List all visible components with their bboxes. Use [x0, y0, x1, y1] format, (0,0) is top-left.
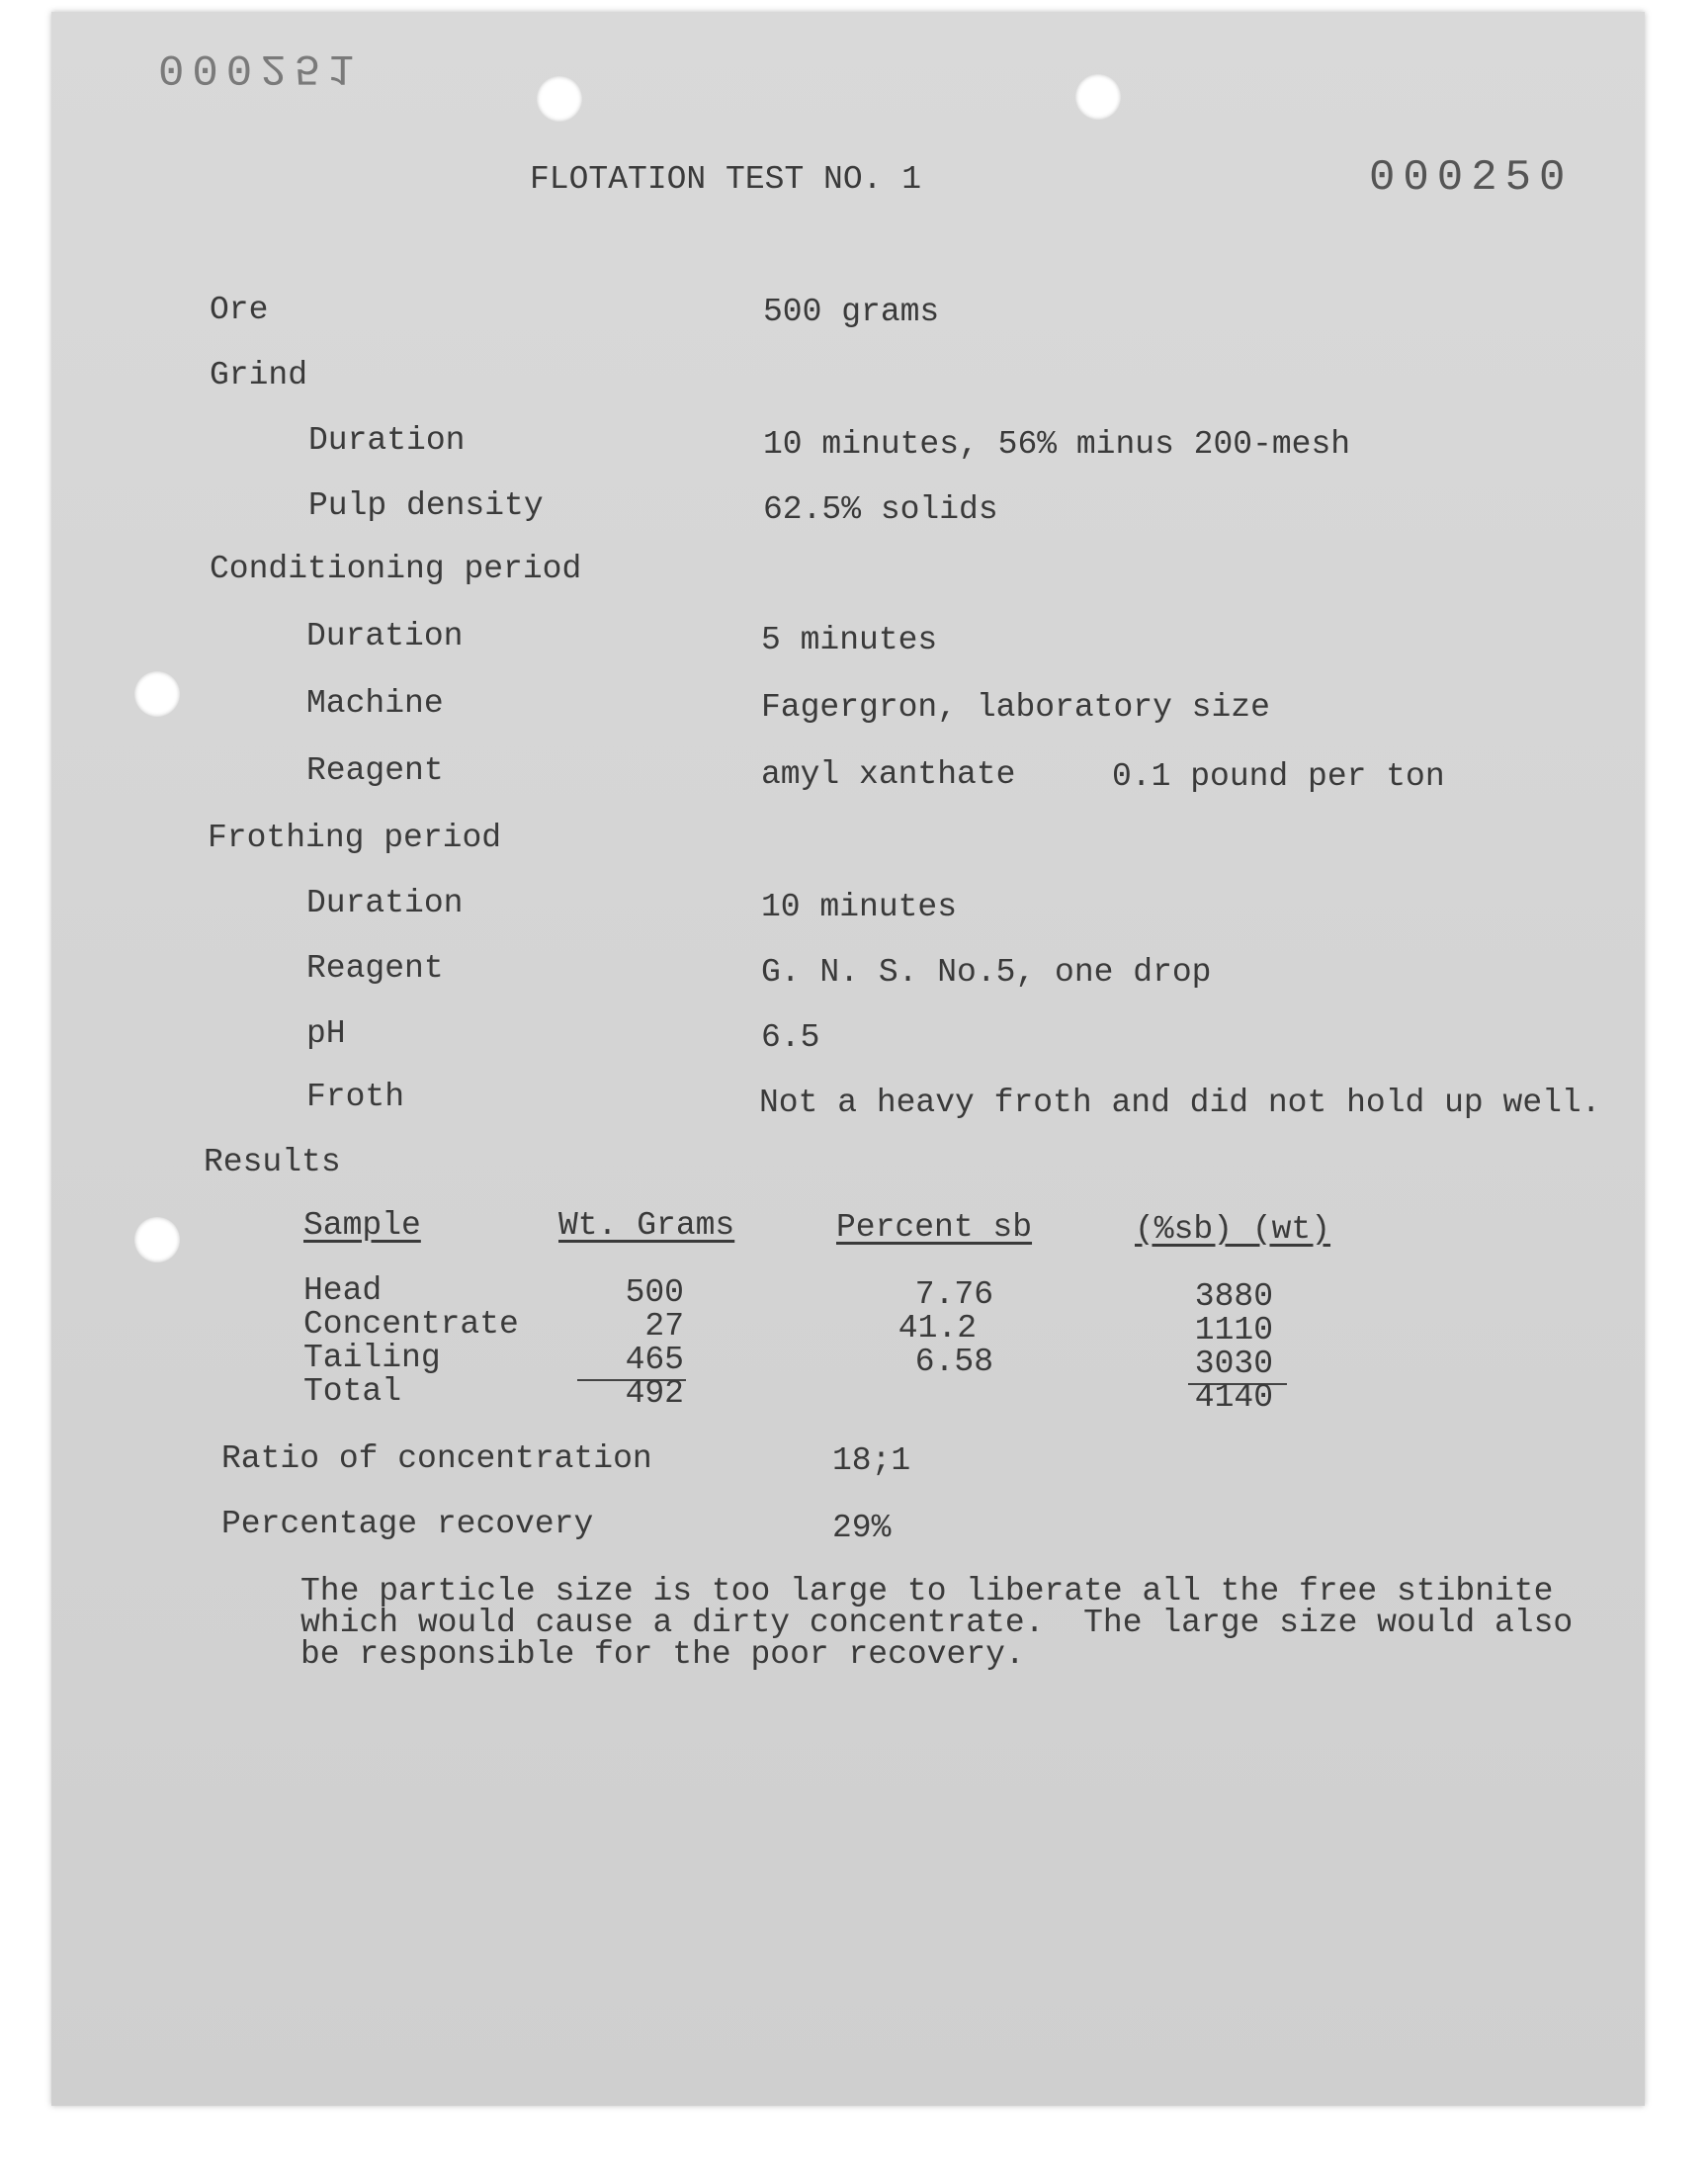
frothing-reagent-value: G. N. S. No.5, one drop: [761, 954, 1212, 991]
row-head-prod: 3880: [1194, 1278, 1273, 1315]
note-line-2: which would cause a dirty concentrate. The large size would also: [300, 1605, 1574, 1641]
row-concentrate-pct: 41.2: [897, 1310, 977, 1347]
recovery-label: Percentage recovery: [221, 1506, 594, 1542]
grind-label: Grind: [210, 357, 308, 393]
row-concentrate-prod: 1110: [1194, 1312, 1273, 1348]
grind-duration-value: 10 minutes, 56% minus 200-mesh: [763, 426, 1351, 463]
header-product: (%sb) (wt): [1135, 1211, 1331, 1248]
row-total-wt: 492: [625, 1375, 684, 1412]
document-page: [51, 12, 1645, 2106]
row-total-prod: 4140: [1194, 1379, 1273, 1416]
row-concentrate-wt: 27: [644, 1308, 684, 1345]
frothing-reagent-label: Reagent: [306, 950, 444, 987]
pulp-density-label: Pulp density: [308, 487, 544, 524]
stamp-number-mirrored: 000251: [158, 43, 363, 92]
conditioning-duration-label: Duration: [306, 618, 464, 654]
conditioning-label: Conditioning period: [210, 551, 582, 587]
ph-value: 6.5: [761, 1019, 820, 1056]
punch-hole-top-right: [1075, 74, 1121, 120]
conditioning-reagent-label: Reagent: [306, 752, 444, 789]
ratio-label: Ratio of concentration: [221, 1440, 652, 1477]
conditioning-reagent-value: amyl xanthate: [761, 756, 1016, 793]
page-title: FLOTATION TEST NO. 1: [530, 161, 922, 198]
ratio-value: 18;1: [832, 1442, 911, 1479]
frothing-duration-value: 10 minutes: [761, 889, 958, 925]
row-concentrate-sample: Concentrate: [303, 1306, 519, 1343]
frothing-label: Frothing period: [208, 820, 502, 856]
header-percent-sb: Percent sb: [836, 1209, 1033, 1246]
recovery-value: 29%: [832, 1510, 892, 1546]
stamp-number: 000250: [1369, 153, 1574, 203]
frothing-duration-label: Duration: [306, 885, 464, 921]
punch-hole-left-upper: [134, 671, 180, 717]
ph-label: pH: [306, 1015, 346, 1052]
row-head-wt: 500: [625, 1274, 684, 1311]
note-line-1: The particle size is too large to liberate all the free stibnite: [300, 1573, 1554, 1610]
row-head-pct: 7.76: [914, 1276, 993, 1313]
row-tailing-prod: 3030: [1194, 1346, 1273, 1382]
punch-hole-top-left: [537, 76, 582, 122]
ore-value: 500 grams: [763, 294, 940, 330]
grind-duration-label: Duration: [308, 422, 466, 459]
machine-value: Fagergron, laboratory size: [761, 689, 1270, 726]
row-head-sample: Head: [303, 1272, 383, 1309]
froth-label: Froth: [306, 1079, 405, 1115]
punch-hole-left-lower: [134, 1217, 180, 1262]
row-tailing-wt: 465: [625, 1342, 684, 1378]
ore-label: Ore: [210, 292, 269, 328]
froth-value: Not a heavy froth and did not hold up well.: [759, 1085, 1601, 1121]
pulp-density-value: 62.5% solids: [763, 491, 998, 528]
row-tailing-pct: 6.58: [914, 1344, 993, 1380]
row-total-sample: Total: [303, 1373, 402, 1410]
header-wt-grams: Wt. Grams: [558, 1207, 735, 1244]
header-sample: Sample: [303, 1207, 421, 1244]
conditioning-reagent-amount: 0.1 pound per ton: [1112, 758, 1445, 795]
results-label: Results: [204, 1144, 341, 1180]
note-line-3: be responsible for the poor recovery.: [300, 1636, 1025, 1673]
row-tailing-sample: Tailing: [303, 1340, 441, 1376]
conditioning-duration-value: 5 minutes: [761, 622, 938, 658]
machine-label: Machine: [306, 685, 444, 722]
